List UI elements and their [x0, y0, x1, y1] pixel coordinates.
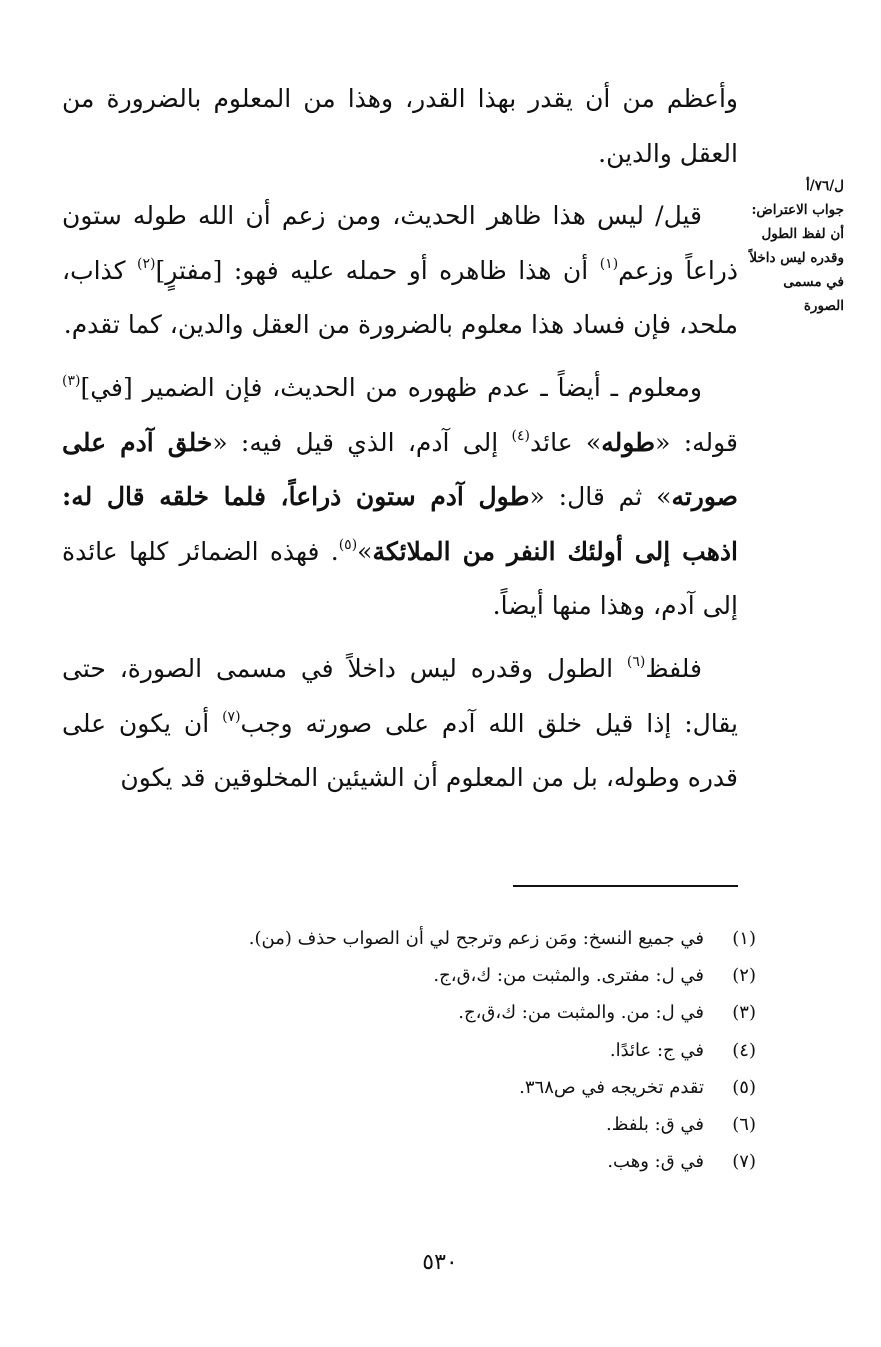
p4-text-c: أن يكون على قدره وطوله، بل من المعلوم أن الشيئين المخلوقين قد يكون	[62, 708, 738, 793]
footnote-item	[120, 994, 756, 1031]
p4-text-b: الطول وقدره ليس داخلاً في مسمى الصورة، حتى يقال: إذا قيل خلق الله آدم على صورته وجب	[62, 653, 738, 738]
hadith-quote-3: طول آدم ستون ذراعاً، فلما خلقه قال له: اذهب إلى أولئك النفر من الملائكة	[62, 482, 738, 566]
main-text	[62, 72, 738, 806]
footnote-item	[120, 1143, 756, 1180]
footnote-ref-7: (٧)	[222, 708, 241, 725]
footnote-ref-4: (٤)	[511, 427, 530, 444]
footnote-item	[120, 920, 756, 957]
footnote-text: في ق: وهب.	[607, 1151, 704, 1173]
p3-text-f: »	[357, 536, 373, 566]
footnote-item	[120, 1032, 756, 1069]
footnote-ref-1: (١)	[599, 255, 619, 272]
paragraph-1: وأعظم من أن يقدر بهذا القدر، وهذا من المعلوم بالضرورة من العقل والدين.	[62, 84, 738, 168]
p3-text-c: » عائد	[530, 427, 602, 457]
paragraph-4	[62, 642, 738, 806]
footnotes	[120, 920, 756, 1180]
footnote-ref-5: (٥)	[338, 536, 358, 553]
footnote-text: في ق: بلفظ.	[606, 1114, 704, 1136]
footnote-item	[120, 957, 756, 994]
footnote-number: (٦)	[732, 1114, 756, 1136]
footnote-text: في ل: مفترى. والمثبت من: ك،ق،ج.	[433, 965, 704, 987]
footnote-text: في ل: من. والمثبت من: ك،ق،ج.	[458, 1002, 704, 1024]
margin-note-text: جواب الاعتراض: أن لفظ الطول وقدره ليس داخلاً في مسمى الصورة	[749, 202, 844, 314]
footnote-item	[120, 1069, 756, 1106]
page-number: ٥٣٠	[422, 1250, 458, 1275]
footnote-number: (٤)	[732, 1039, 756, 1061]
p3-text-d: إلى آدم، الذي قيل فيه: «	[212, 427, 512, 457]
footnote-separator	[513, 885, 738, 887]
p4-text-a: فلفظ	[645, 653, 702, 683]
footnote-ref-2: (٢)	[137, 255, 156, 272]
footnote-ref-6: (٦)	[626, 653, 646, 670]
paragraph-3	[62, 361, 738, 634]
p3-text-a: ومعلوم ـ أيضاً ـ عدم ظهوره من الحديث، فإن الضمير [في]	[80, 372, 702, 402]
footnote-number: (٧)	[732, 1151, 756, 1173]
footnote-text: في ج: عائدًا.	[609, 1039, 704, 1061]
footnote-number: (٣)	[732, 1002, 756, 1024]
footnote-ref-3: (٣)	[62, 372, 81, 389]
footnote-number: (٥)	[732, 1076, 756, 1098]
paragraph-2	[62, 189, 738, 353]
p3-text-e: » ثم قال: «	[529, 482, 672, 512]
p2-text-b: أن هذا ظاهره أو حمله عليه فهو: [مفترٍ]	[155, 255, 600, 285]
footnote-item	[120, 1106, 756, 1143]
footnote-number: (١)	[732, 928, 756, 949]
hadith-quote-2: خلق آدم على صورته	[62, 427, 739, 512]
hadith-quote-1: طوله	[601, 427, 656, 457]
p2-text-a: قيل/ ليس هذا ظاهر الحديث، ومن زعم أن الله طوله ستون ذراعاً وزعم	[62, 201, 738, 285]
p3-text-g: . فهذه الضمائر كلها عائدة إلى آدم، وهذا منها أيضاً.	[62, 536, 738, 621]
p2-text-c: كذاب، ملحد، فإن فساد هذا معلوم بالضرورة من العقل والدين، كما تقدم.	[62, 255, 738, 340]
manuscript-folio-ref: ل/٧٦/أ	[806, 178, 844, 194]
footnote-number: (٢)	[732, 965, 756, 987]
footnote-text: في جميع النسخ: ومَن زعم وترجح لي أن الصواب حذف (من).	[248, 928, 704, 949]
margin-note	[748, 174, 844, 318]
p3-text-b: قوله: «	[655, 427, 738, 457]
footnote-text: تقدم تخريجه في ص٣٦٨.	[519, 1076, 704, 1098]
